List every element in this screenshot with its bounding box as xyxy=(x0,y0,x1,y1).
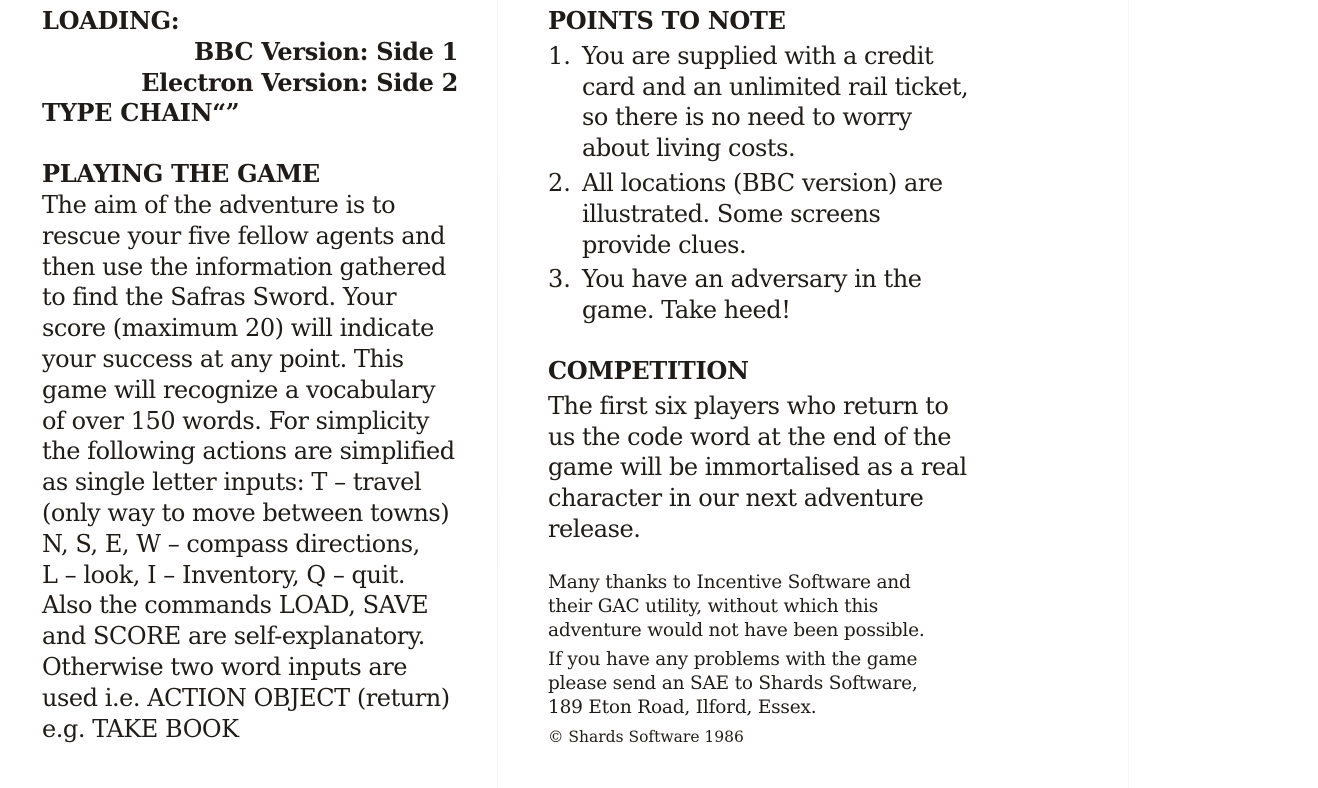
list-item xyxy=(548,264,988,326)
playing-line: Otherwise two word inputs are xyxy=(42,652,408,681)
playing-line: e.g. TAKE BOOK xyxy=(42,714,239,743)
problems-line: 189 Eton Road, Ilford, Essex. xyxy=(548,696,817,718)
item-text xyxy=(582,264,988,326)
copyright-notice: © Shards Software 1986 xyxy=(548,727,744,746)
playing-heading: PLAYING THE GAME xyxy=(42,159,320,189)
problems-line: please send an SAE to Shards Software, xyxy=(548,672,918,694)
thanks-note xyxy=(548,571,988,643)
playing-line: your success at any point. This xyxy=(42,344,404,373)
item-line: provide clues. xyxy=(582,230,747,259)
problems-line: If you have any problems with the game xyxy=(548,648,918,670)
playing-line: of over 150 words. For simplicity xyxy=(42,406,429,435)
fold-line xyxy=(497,0,498,788)
item-line: All locations (BBC version) are xyxy=(582,168,943,197)
competition-line: game will be immortalised as a real xyxy=(548,453,967,482)
item-line: You have an adversary in the xyxy=(582,265,922,294)
thanks-line: their GAC utility, without which this xyxy=(548,595,879,617)
item-text xyxy=(582,41,988,164)
item-text xyxy=(582,168,988,260)
spacer xyxy=(42,129,472,159)
playing-line: Also the commands LOAD, SAVE xyxy=(42,591,429,620)
item-line: game. Take heed! xyxy=(582,296,791,325)
bbc-version: BBC Version: Side 1 xyxy=(194,36,458,66)
problems-note xyxy=(548,648,988,720)
thanks-line: adventure would not have been possible. xyxy=(548,619,925,641)
playing-line: then use the information gathered xyxy=(42,252,446,281)
points-heading: POINTS TO NOTE xyxy=(548,6,786,35)
left-column xyxy=(42,6,472,744)
playing-body xyxy=(42,190,472,744)
competition-line: The first six players who return to xyxy=(548,391,949,420)
list-item xyxy=(548,168,988,260)
item-number: 3. xyxy=(548,265,571,294)
item-line: about living costs. xyxy=(582,134,796,163)
competition-line: character in our next adventure xyxy=(548,484,924,513)
competition-heading: COMPETITION xyxy=(548,355,749,385)
playing-line: score (maximum 20) will indicate xyxy=(42,314,434,343)
type-chain: TYPE CHAIN“” xyxy=(42,98,240,128)
loading-heading: LOADING: xyxy=(42,6,180,35)
blank-margin xyxy=(1128,0,1318,788)
item-line: illustrated. Some screens xyxy=(582,199,881,228)
playing-line: and SCORE are self-explanatory. xyxy=(42,622,425,651)
competition-line: release. xyxy=(548,514,641,543)
playing-line: L – look, I – Inventory, Q – quit. xyxy=(42,560,406,589)
item-line: card and an unlimited rail ticket, xyxy=(582,72,969,101)
playing-line: The aim of the adventure is to xyxy=(42,190,396,219)
playing-line: used i.e. ACTION OBJECT (return) xyxy=(42,683,450,712)
electron-version: Electron Version: Side 2 xyxy=(141,67,458,97)
list-item xyxy=(548,41,988,164)
right-column xyxy=(548,6,988,748)
competition-line: us the code word at the end of the xyxy=(548,422,952,451)
playing-line: (only way to move between towns) xyxy=(42,498,450,527)
playing-line: N, S, E, W – compass directions, xyxy=(42,529,420,558)
thanks-line: Many thanks to Incentive Software and xyxy=(548,571,911,593)
spacer xyxy=(548,545,988,571)
playing-line: as single letter inputs: T – travel xyxy=(42,468,422,497)
playing-line: game will recognize a vocabulary xyxy=(42,375,436,404)
item-line: so there is no need to worry xyxy=(582,103,912,132)
item-number: 2. xyxy=(548,168,571,197)
playing-line: the following actions are simplified xyxy=(42,437,455,466)
playing-line: rescue your five fellow agents and xyxy=(42,221,446,250)
competition-body xyxy=(548,391,988,545)
playing-line: to find the Safras Sword. Your xyxy=(42,283,397,312)
item-number: 1. xyxy=(548,41,571,70)
spacer xyxy=(548,326,988,356)
item-line: You are supplied with a credit xyxy=(582,41,934,70)
